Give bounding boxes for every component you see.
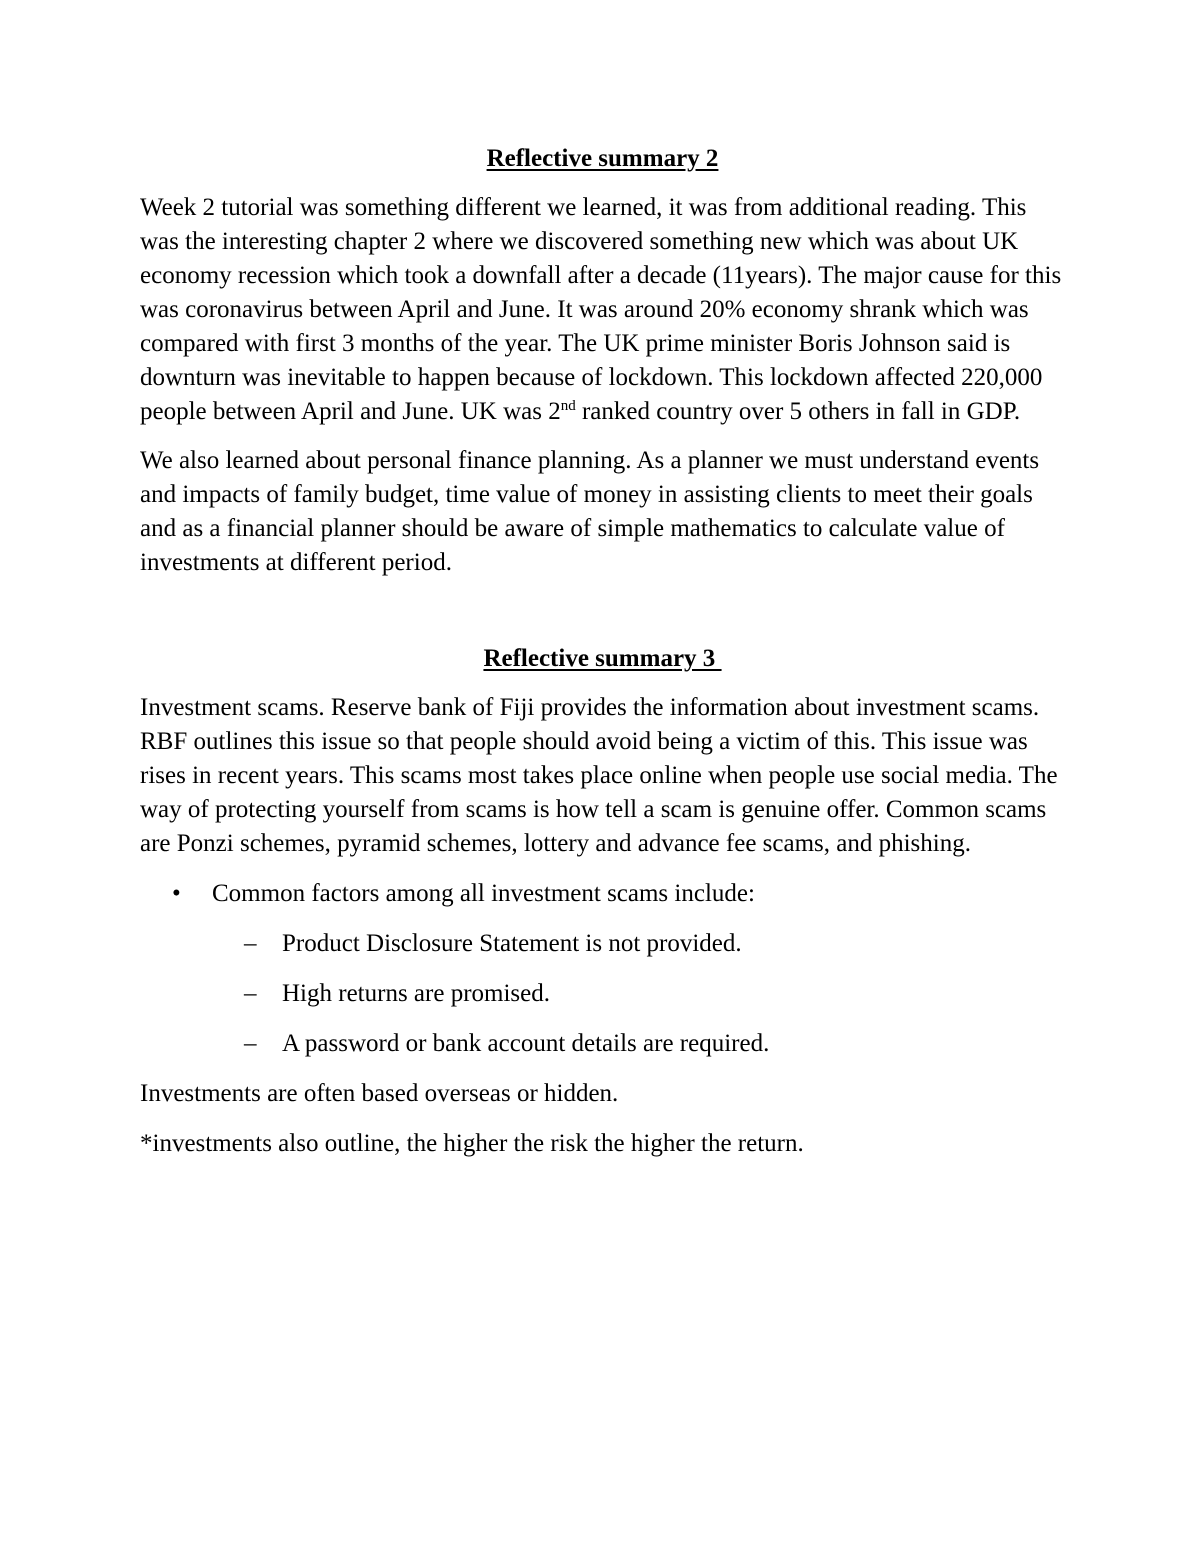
- dash-item-1: [140, 927, 1065, 961]
- dash-mark: –: [244, 1030, 257, 1057]
- bullet-text: Common factors among all investment scams include:: [212, 880, 755, 907]
- dash-item-3: [140, 1027, 1065, 1061]
- heading-reflective-summary-3: Reflective summary 3: [483, 645, 722, 672]
- bullet-mark: •: [172, 880, 181, 907]
- bullet-item-common-factors: [140, 877, 1065, 911]
- paragraph-investments-overseas: Investments are often based overseas or hidden.: [140, 1080, 619, 1107]
- paragraph-investment-scams: Investment scams. Reserve bank of Fiji provides the information about investment scams. RBF outlines this issue so that people should avoid being a victim of this. This issue was rises in recent years. This scams most takes place online when people use social media. The way of protecting yourself from scams is how tell a scam is genuine offer. Common scams are Ponzi schemes, pyramid schemes, lottery and advance fee scams, and phishing.: [140, 694, 1058, 857]
- paragraph-week2-tutorial: [140, 191, 1065, 429]
- paragraph-risk-return-note: *investments also outline, the higher the risk the higher the return.: [140, 1130, 804, 1157]
- dash-item-2: [140, 977, 1065, 1011]
- ordinal-suffix: nd: [560, 398, 576, 414]
- dash-text: Product Disclosure Statement is not provided.: [282, 930, 742, 957]
- heading-reflective-summary-2: Reflective summary 2: [486, 145, 719, 172]
- dash-text: High returns are promised.: [282, 980, 550, 1007]
- paragraph-personal-finance: We also learned about personal finance planning. As a planner we must understand events and impacts of family budget, time value of money in assisting clients to meet their goals and as a financial planner should be aware of simple mathematics to calculate value of investments at different period.: [140, 447, 1040, 576]
- document-page: [140, 142, 1065, 1177]
- dash-mark: –: [244, 980, 257, 1007]
- paragraph-text-end: ranked country over 5 others in fall in GDP.: [575, 398, 1021, 425]
- paragraph-text: Week 2 tutorial was something different we learned, it was from additional reading. This was the interesting chapter 2 where we discovered something new which was about UK economy recession which took a downfall after a decade (11years). The major cause for this was coronavirus between April and June. It was around 20% economy shrank which was compared with first 3 months of the year. The UK prime minister Boris Johnson said is downturn was inevitable to happen because of lockdown. This lockdown affected 220,000 people between April and June. UK was 2: [140, 194, 1062, 425]
- dash-text: A password or bank account details are required.: [282, 1030, 770, 1057]
- dash-mark: –: [244, 930, 257, 957]
